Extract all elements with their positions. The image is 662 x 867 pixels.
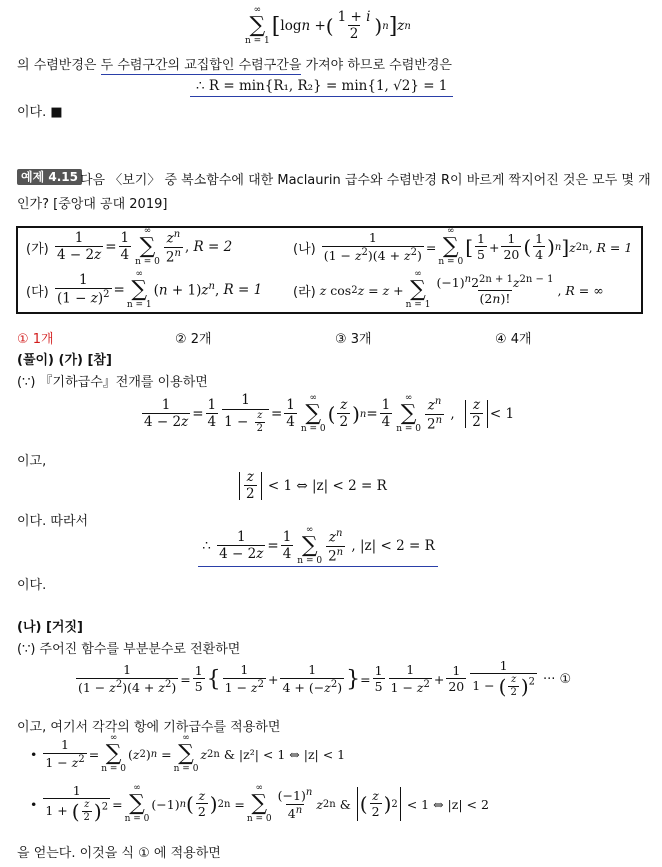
therefore-line: 이다. 따라서 xyxy=(17,514,89,529)
intersection-phrase: 두 수렴구간의 교집합인 수렴구간을 xyxy=(100,58,302,73)
item-da: (다) $\frac{1}{(1 - z)^2}$ = ∞ ∑ n = 1 $(n + 1)z^n$, R = 1 xyxy=(26,269,263,310)
final-series-ga: ∴ $\frac{1}{4 - 2z}$ = $\frac{1}{4}$ ∞ ∑ n = 0 $\frac{z^n}{2^n}$ , |z| < 2 = R xyxy=(198,526,438,567)
item-na: (나) $\frac{1}{(1 - z^2)(4 + z^2)}$ = ∞ ∑ n = 0 [ $\frac{1}{5}$ + $\frac{1}{20}$ ( $\frac{1}{4}$ ) n ] z 2n , R = 1 xyxy=(293,226,633,267)
condition-formula-1: $\frac{z}{2}$ < 1 ⇔ |z| < 2 = R xyxy=(237,468,387,504)
choice-2[interactable]: ② 2개 xyxy=(175,332,212,347)
example-question-line1: 다음 〈보기〉 중 복소함수에 대한 Maclaurin 급수와 수렴반경 R이 바르게 짝지어진 것은 모두 몇 개 xyxy=(80,173,651,188)
example-badge: 예제 4.15 xyxy=(17,168,82,185)
choice-1[interactable]: ① 1개 xyxy=(17,332,54,347)
last-line: 을 얻는다. 이것을 식 ① 에 적용하면 xyxy=(17,846,221,861)
top-series-formula: ∞ ∑ n = 1 [ logn + ( $\frac{1 + i}{2}$ ) n ] z n xyxy=(245,5,411,46)
because-line-2: (∵) 주어진 함수를 부분분수로 전환하면 xyxy=(17,642,241,657)
solution-heading-na: (나) [거짓] xyxy=(17,620,83,635)
convergence-radius-sentence: 의 수렴반경은 두 수렴구간의 교집합인 수렴구간을 가져야 하므로 수렴반경은 xyxy=(17,58,452,73)
item-ra: (라) z cos 2 z = z + ∞ ∑ n = 1 $\frac{(-1)^n2^{2n + 1}z^{2n - 1}}{(2n)!}$ , R = ∞ xyxy=(293,269,604,310)
item-ga: (가) $\frac{1}{4 - 2z}$ = $\frac{1}{4}$ ∞ ∑ n = 0 $\frac{z^n}{2^n}$ , R = 2 xyxy=(26,226,233,267)
solution-heading-ga: (풀이) (가) [참] xyxy=(17,353,112,368)
partial-fraction-formula: $\frac{1}{(1 - z^2)(4 + z^2)}$ = $\frac{1}{5}$ { $\frac{1}{1 - z^2}$ + $\frac{1}{4 + (-z^2)}$ } = $\frac{1}{5}$ $\frac{1}{1 - z^2}$ + $\frac{1}{20}$ 1 1 − ( $\frac{z}{2}$ )$^2$ ··· ① xyxy=(78,658,572,699)
example-question-line2: 인가? [중앙대 공대 2019] xyxy=(17,197,168,212)
end-line-ga: 이다. xyxy=(17,578,47,593)
choice-4[interactable]: ④ 4개 xyxy=(495,332,532,347)
bullet-formula-2: • 1 1 + ( $\frac{z}{2}$ )$^2$ = ∞ ∑ n = 0 (−1) n ( $\frac{z}{2}$ ) 2n = ∞ ∑ n = 0 $\frac{(-1)^n}{4^n}$ z 2n & ( $\frac{z}{2}$ ) 2 < 1 ⇔ |z| < 2 xyxy=(30,783,489,824)
result-radius-formula: ∴ R = min{R₁, R₂} = min{1, √2} = 1 xyxy=(190,78,453,97)
and-line-1: 이고, xyxy=(17,454,47,469)
bullet-formula-1: • $\frac{1}{1 - z^2}$ = ∞ ∑ n = 0 ( z 2 ) n = ∞ ∑ n = 0 z 2n & |z²| < 1 ⇔ |z| < 1 xyxy=(30,733,346,774)
apply-line: 이고, 여기서 각각의 항에 기하급수를 적용하면 xyxy=(17,720,281,735)
geometric-expansion-formula: $\frac{1}{4 - 2z}$ = $\frac{1}{4}$ 1 1 − $\frac{z}{2}$ = $\frac{1}{4}$ ∞ ∑ n = 0 ( $\frac{z}{2}$ ) n = $\frac{1}{4}$ ∞ ∑ n = 0 $\frac{z^n}{2^n}$ , $\frac{z}{2}$ < 1 xyxy=(144,392,515,434)
because-line-1: (∵) 『기하급수』전개를 이용하면 xyxy=(17,375,208,390)
end-sentence: 이다. ■ xyxy=(17,105,63,120)
choice-3[interactable]: ③ 3개 xyxy=(335,332,372,347)
